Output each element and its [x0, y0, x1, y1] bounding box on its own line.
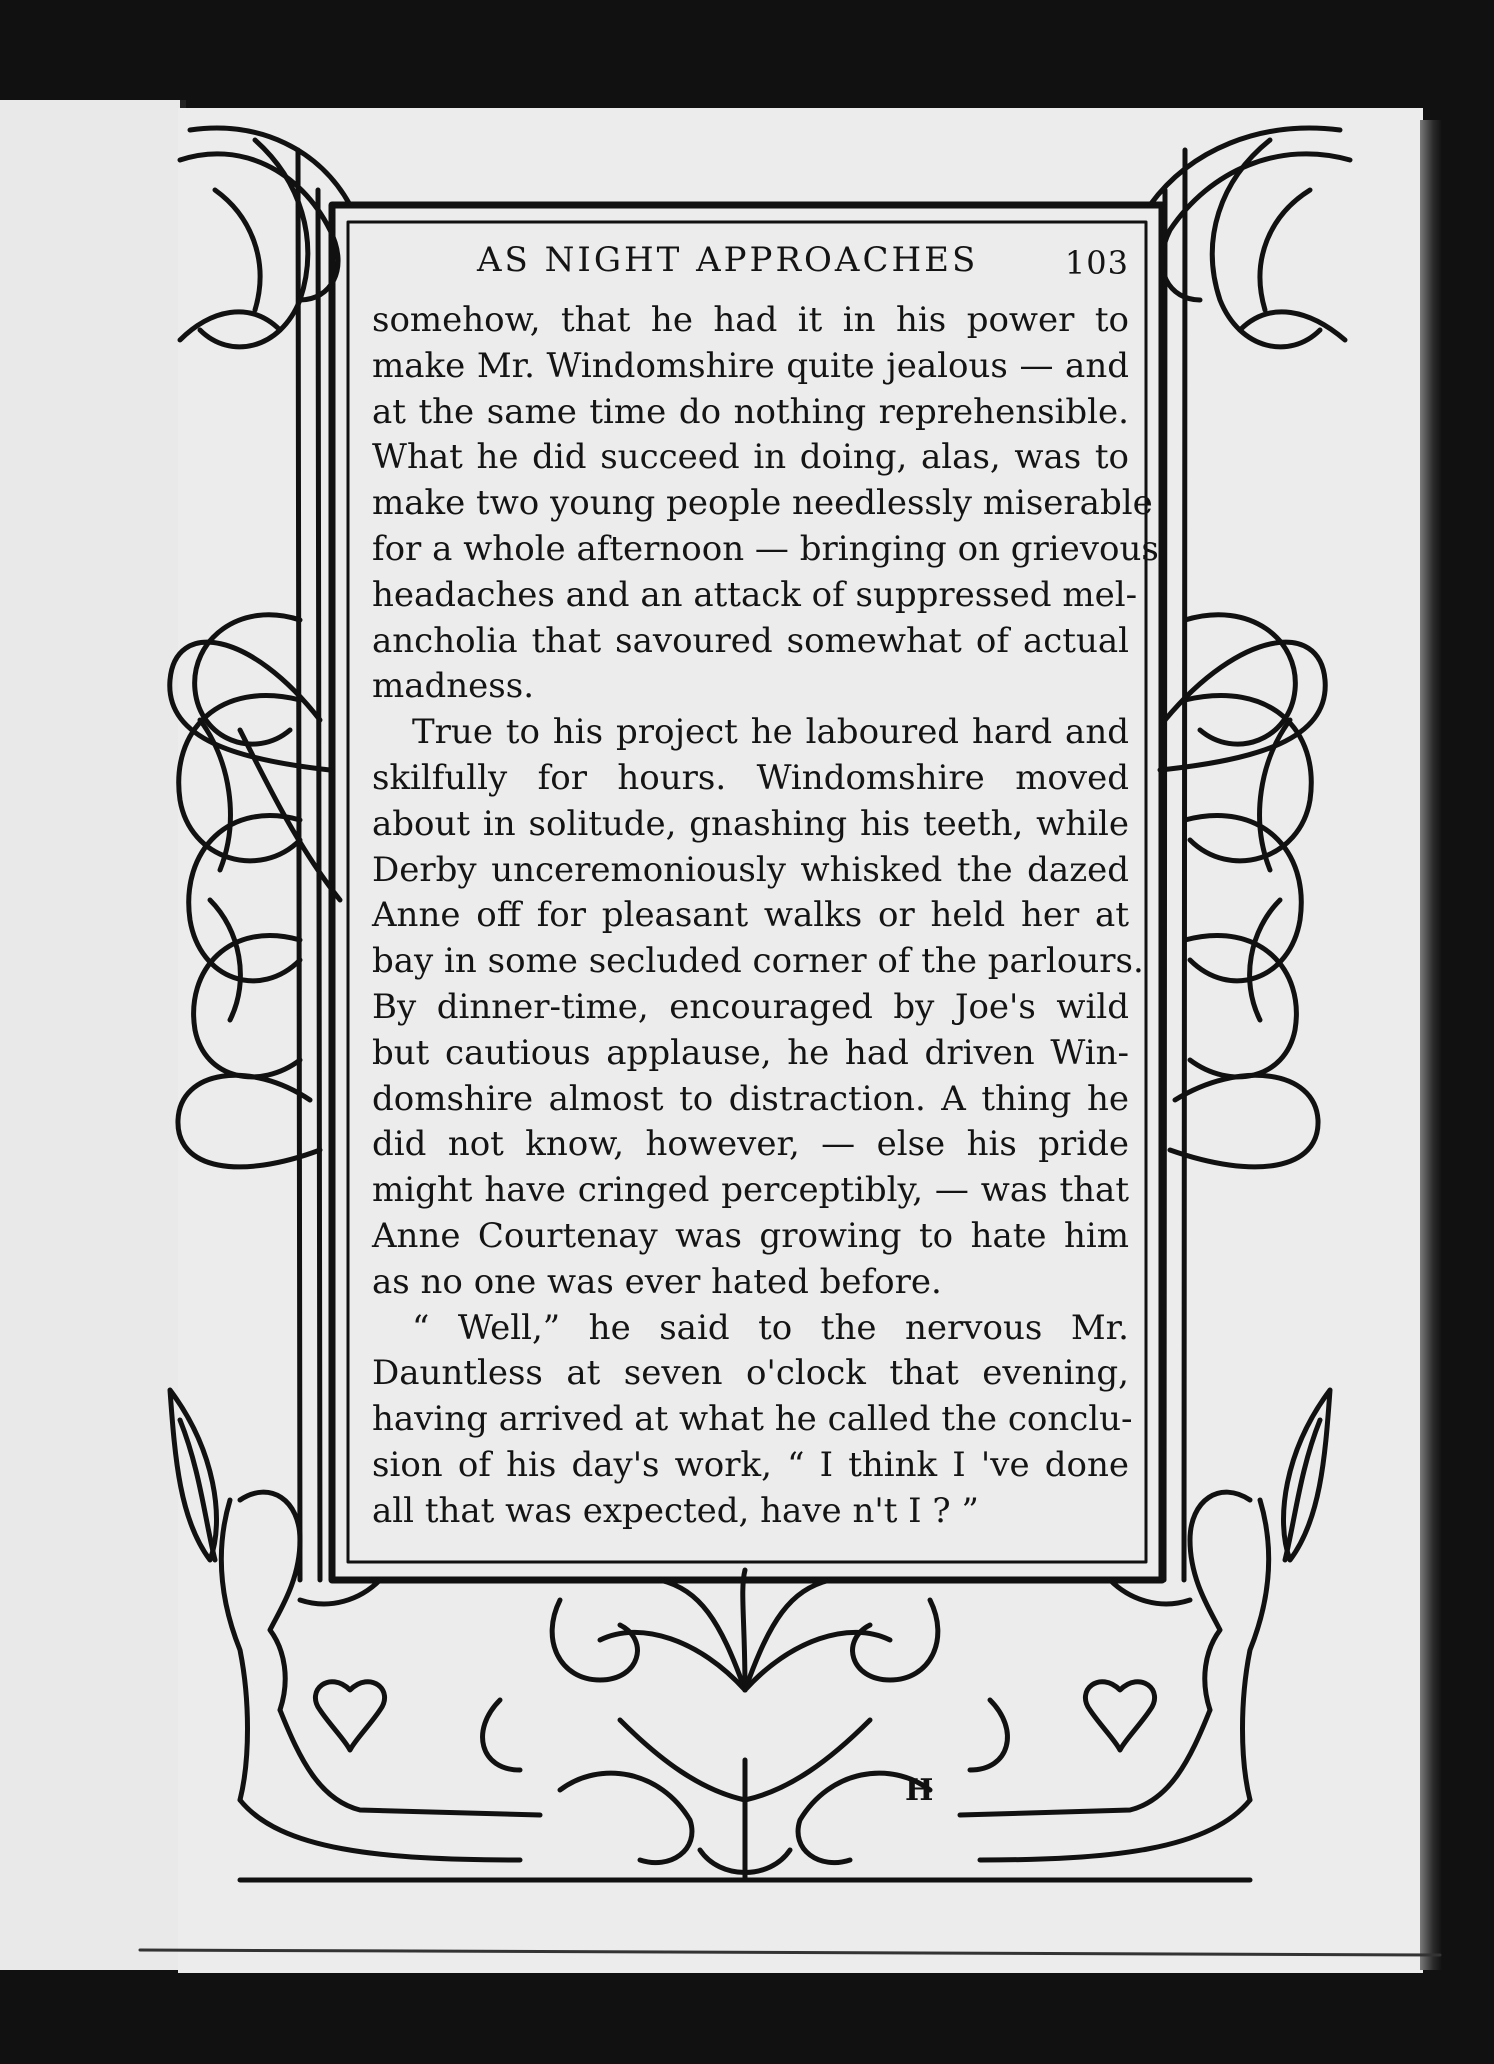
- text-line: make Mr. Windomshire quite jealous — and: [372, 345, 1129, 386]
- heart-ornament-left: [315, 1682, 384, 1750]
- page-number: 103: [1064, 244, 1129, 282]
- text-line: but cautious applause, he had driven Win-: [372, 1032, 1129, 1073]
- text-line: Dauntless at seven o'clock that evening,: [372, 1353, 1129, 1394]
- text-line: Anne off for pleasant walks or held her at: [372, 895, 1129, 936]
- text-line: all that was expected, have n't I ? ”: [372, 1490, 979, 1531]
- text-line: bay in some secluded corner of the parlours.: [372, 941, 1144, 982]
- left-vine-ornament: [170, 128, 350, 1580]
- paragraph-1: [372, 298, 1159, 710]
- text-line: for a whole afternoon — bringing on grievous: [372, 528, 1159, 569]
- text-line: about in solitude, gnashing his teeth, while: [372, 803, 1129, 844]
- page-bottom-edge: [140, 1950, 1440, 1955]
- text-line: having arrived at what he called the conclu-: [372, 1399, 1133, 1440]
- text-line: “ Well,” he said to the nervous Mr.: [412, 1307, 1129, 1348]
- heart-ornament-right: [1085, 1682, 1154, 1750]
- text-line: sion of his day's work, “ I think I 've done: [372, 1444, 1129, 1485]
- text-block: [372, 240, 1159, 1550]
- text-line: domshire almost to distraction. A thing he: [372, 1078, 1129, 1119]
- paragraph-3: [372, 1306, 1133, 1535]
- artist-monogram: H: [905, 1773, 934, 1808]
- text-line: madness.: [372, 666, 534, 707]
- text-line: skilfully for hours. Windomshire moved: [372, 757, 1129, 798]
- shell-fan-ornament: [483, 1570, 1008, 1880]
- text-line: at the same time do nothing reprehensible.: [372, 391, 1129, 432]
- text-line: somehow, that he had it in his power to: [372, 300, 1129, 340]
- text-line: headaches and an attack of suppressed mel-: [372, 574, 1138, 615]
- text-line: Derby unceremoniously whisked the dazed: [372, 849, 1129, 890]
- text-line: might have cringed perceptibly, — was that: [372, 1170, 1129, 1211]
- running-title: AS NIGHT APPROACHES: [477, 240, 979, 280]
- right-vine-ornament: [1150, 128, 1350, 1580]
- paragraph-2: [372, 710, 1144, 1305]
- text-line: make two young people needlessly miserable: [372, 483, 1153, 524]
- text-line: True to his project he laboured hard and: [412, 712, 1129, 753]
- text-line: By dinner-time, encouraged by Joe's wild: [372, 986, 1129, 1027]
- text-line: ancholia that savoured somewhat of actual: [372, 620, 1129, 661]
- text-line: Anne Courtenay was growing to hate him: [372, 1215, 1129, 1256]
- text-line: What he did succeed in doing, alas, was to: [372, 437, 1129, 478]
- text-line: as no one was ever hated before.: [372, 1261, 942, 1302]
- running-head: [372, 240, 1129, 298]
- text-line: did not know, however, — else his pride: [372, 1124, 1129, 1165]
